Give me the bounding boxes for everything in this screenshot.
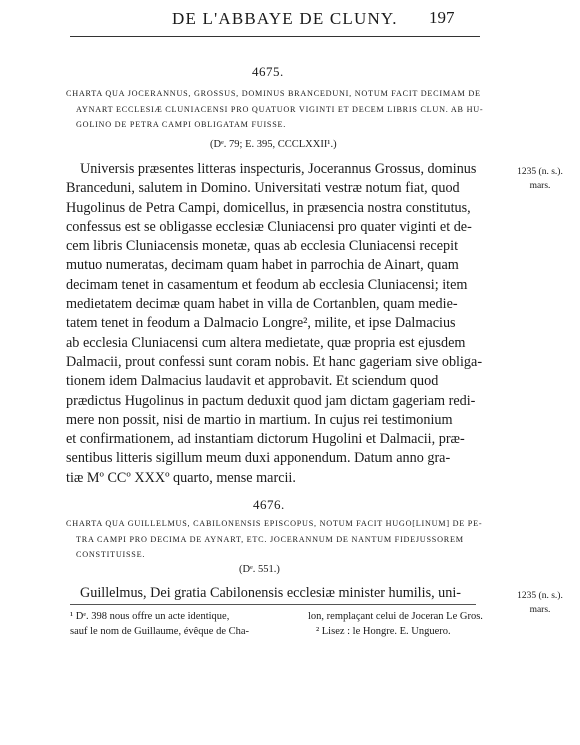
footnote-text: sauf le nom de Guillaume, évêque de Cha- <box>70 626 250 637</box>
charter-text <box>66 584 478 603</box>
text-line: sentibus litteris sigillum meum duxi apponendum. Datum anno gra- <box>66 450 451 467</box>
text-line: medietatem decimæ quam habet in villa de Cortanblen, quam medie- <box>66 296 458 313</box>
text-line: Hugolinus de Petra Campi, domicellus, in præsencia nostra constitutus, <box>66 199 471 216</box>
text-line: mutuo numeratas, decimam quam habet in parrochia de Ainart, quam <box>66 257 459 274</box>
source-reference: (Dᵉ. 551.) <box>239 564 280 575</box>
text-line: et confirmationem, ad instantiam dictorum Hugolini et Dalmacii, præ- <box>66 431 465 448</box>
entry-rubric <box>66 516 483 563</box>
page-number: 197 <box>429 8 455 27</box>
rubric-line: CHARTA QUA GUILLELMUS, CABILONENSIS EPISCOPUS, NOTUM FACIT HUGO[LINUM] DE PE- <box>66 519 483 528</box>
text-line: tionem idem Dalmacius laudavit et approbavit. Et sciendum quod <box>66 373 439 390</box>
text-line: Branceduni, salutem in Domino. Universitati vestræ notum fiat, quod <box>66 180 460 197</box>
rubric-line: GOLINO DE PETRA CAMPI OBLIGATAM FUISSE. <box>76 120 287 129</box>
entry-number: 4676. <box>253 497 285 512</box>
text-line: prædictus Hugolinus in pactum deduxit quod jam dictam gageriam redi- <box>66 392 476 409</box>
date-year: 1235 (n. s.). <box>517 591 563 601</box>
text-line: ab ecclesia Cluniacensi cum altera medietate, quæ propria est ejusdem <box>66 334 466 351</box>
footnote-row <box>70 609 483 624</box>
date-margin-note <box>505 589 575 617</box>
header-rule <box>70 36 480 37</box>
text-line: Guillelmus, Dei gratia Cabilonensis ecclesiæ minister humilis, uni- <box>80 585 462 601</box>
footnotes <box>70 609 483 639</box>
text-line: decimam tenet in casamentum et feodum ab ecclesia Cluniacensi; item <box>66 276 468 293</box>
rubric-line: CONSTITUISSE. <box>76 550 146 559</box>
date-year: 1235 (n. s.). <box>517 167 563 177</box>
footnote-rule <box>70 604 476 605</box>
charter-text <box>66 160 483 488</box>
text-line: mere non possit, nisi de martio in martium. In cujus rei testimonium <box>66 411 453 428</box>
footnote-row <box>70 624 480 639</box>
text-line: tiæ Mº CCº XXXº quarto, mense marcii. <box>66 469 296 486</box>
entry-rubric <box>66 86 484 133</box>
running-head: DE L'ABBAYE DE CLUNY. <box>172 9 398 28</box>
source-reference: (Dᵉ. 79; E. 395, CCCLXXII¹.) <box>210 139 337 150</box>
rubric-line: TRA CAMPI PRO DECIMA DE AYNART, ETC. JOCERANNUM DE NANTUM FIDEJUSSOREM <box>76 534 464 544</box>
entry-number: 4675. <box>252 64 284 79</box>
rubric-line: AYNART ECCLESIÆ CLUNIACENSI PRO QUATUOR VIGINTI ET DECEM LIBRIS CLUN. AB HU- <box>76 104 484 114</box>
date-month: mars. <box>529 181 551 191</box>
text-line: tatem tenet in feodum a Dalmacio Longre², milite, et ipse Dalmacius <box>66 315 456 332</box>
text-line: confessus est se obligasse ecclesiæ Cluniacensi pro quater viginti et de- <box>66 218 472 235</box>
date-margin-note <box>505 165 575 193</box>
rubric-line: CHARTA QUA JOCERANNUS, GROSSUS, DOMINUS BRANCEDUNI, NOTUM FACIT DECIMAM DE <box>66 89 481 98</box>
text-line: Universis præsentes litteras inspecturis, Jocerannus Grossus, dominus <box>80 161 477 177</box>
footnote-text: ² Lisez : le Hongre. E. Unguero. <box>316 626 451 637</box>
footnote-text: lon, remplaçant celui de Joceran Le Gros. <box>308 611 483 622</box>
date-month: mars. <box>529 605 551 615</box>
text-line: Dalmacii, prout confessi sunt coram nobis. Et hanc gageriam sive obliga- <box>66 353 483 370</box>
footnote-text: ¹ Dᵉ. 398 nous offre un acte identique, <box>70 611 230 622</box>
text-line: cem libris Cluniacensis monetæ, quas ab ecclesia Cluniacensi recepit <box>66 238 459 255</box>
